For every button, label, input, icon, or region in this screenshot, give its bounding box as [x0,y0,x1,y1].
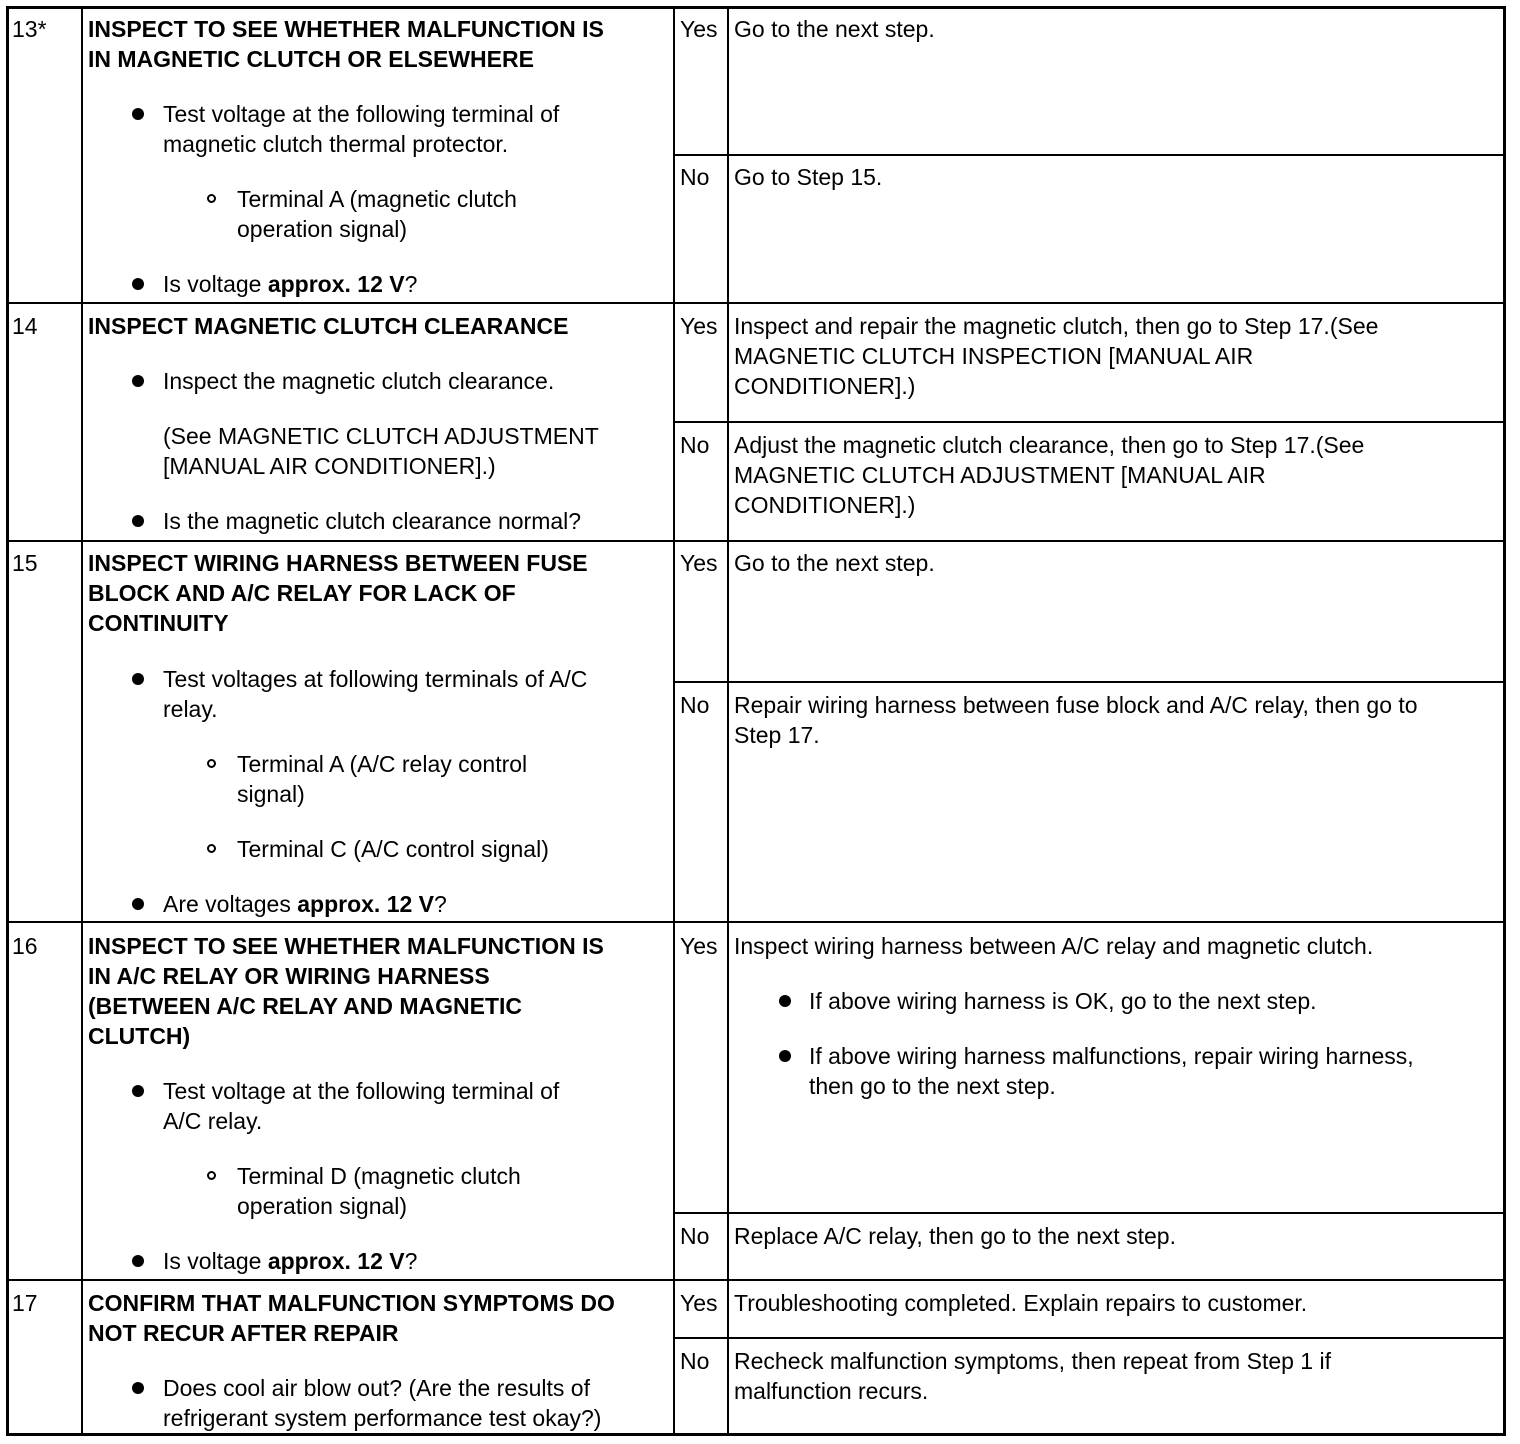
bullet-icon [132,898,144,910]
yes-result: Go to the next step. [734,16,935,42]
action-text: A/C relay. [163,1108,263,1134]
row-divider [6,921,1506,923]
yes-label: Yes [680,1290,718,1316]
yes-no-divider [673,681,1506,683]
no-label: No [680,164,710,190]
yes-result: CONDITIONER].) [734,373,916,399]
no-label: No [680,692,710,718]
no-result: MAGNETIC CLUTCH ADJUSTMENT [MANUAL AIR [734,462,1266,488]
step-title: INSPECT TO SEE WHETHER MALFUNCTION IS [88,16,604,42]
yes-label: Yes [680,16,718,42]
step-number: 17 [12,1290,38,1316]
bullet-icon [779,995,791,1007]
terminal-text: Terminal C (A/C control signal) [237,836,549,862]
step-title: NOT RECUR AFTER REPAIR [88,1320,399,1346]
step-title: INSPECT WIRING HARNESS BETWEEN FUSE [88,550,588,576]
step-number: 13* [12,16,47,42]
question-text: Is the magnetic clutch clearance normal? [163,508,582,534]
no-result: Replace A/C relay, then go to the next step. [734,1223,1176,1249]
question-text: Does cool air blow out? (Are the results of [163,1375,590,1401]
yes-no-divider [673,154,1506,156]
yes-result-bullet: If above wiring harness malfunctions, repair wiring harness, [809,1043,1414,1069]
no-result: Step 17. [734,722,820,748]
action-text: Test voltage at the following terminal of [163,101,560,127]
bullet-icon [132,108,144,120]
circle-bullet-icon [207,1171,216,1180]
yes-result-bullet: then go to the next step. [809,1073,1056,1099]
no-result: malfunction recurs. [734,1378,929,1404]
question-text: Is voltage approx. 12 V? [163,271,418,297]
row-divider [6,540,1506,542]
reference-text: [MANUAL AIR CONDITIONER].) [163,453,496,479]
yes-no-divider [673,421,1506,423]
step-number: 16 [12,933,38,959]
no-result: Adjust the magnetic clutch clearance, then go to Step 17.(See [734,432,1365,458]
no-label: No [680,1223,710,1249]
terminal-text: signal) [237,781,305,807]
action-text: relay. [163,696,218,722]
action-text: Inspect the magnetic clutch clearance. [163,368,555,394]
yes-result: Inspect wiring harness between A/C relay and magnetic clutch. [734,933,1374,959]
question-text: refrigerant system performance test okay?) [163,1405,602,1431]
bullet-icon [132,515,144,527]
circle-bullet-icon [207,194,216,203]
no-label: No [680,1348,710,1374]
bullet-icon [132,1255,144,1267]
no-label: No [680,432,710,458]
step-title: CONFIRM THAT MALFUNCTION SYMPTOMS DO [88,1290,615,1316]
action-text: Test voltages at following terminals of A/C [163,666,588,692]
column-divider-step [81,6,83,1436]
yes-result: Go to the next step. [734,550,935,576]
yes-label: Yes [680,550,718,576]
step-title: BLOCK AND A/C RELAY FOR LACK OF [88,580,516,606]
step-title: INSPECT MAGNETIC CLUTCH CLEARANCE [88,313,569,339]
bullet-icon [779,1050,791,1062]
row-divider [6,1279,1506,1281]
no-result: CONDITIONER].) [734,492,916,518]
bullet-icon [132,1382,144,1394]
column-divider-result [727,6,729,1436]
terminal-text: Terminal D (magnetic clutch [237,1163,521,1189]
step-title: INSPECT TO SEE WHETHER MALFUNCTION IS [88,933,604,959]
bullet-icon [132,278,144,290]
yes-label: Yes [680,313,718,339]
circle-bullet-icon [207,759,216,768]
column-divider-action [673,6,675,1436]
yes-no-divider [673,1337,1506,1339]
question-text: Is voltage approx. 12 V? [163,1248,418,1274]
step-number: 14 [12,313,38,339]
no-result: Go to Step 15. [734,164,883,190]
step-title: IN MAGNETIC CLUTCH OR ELSEWHERE [88,46,534,72]
yes-result-bullet: If above wiring harness is OK, go to the next step. [809,988,1317,1014]
bullet-icon [132,1085,144,1097]
step-title: IN A/C RELAY OR WIRING HARNESS [88,963,490,989]
yes-no-divider [673,1212,1506,1214]
terminal-text: Terminal A (magnetic clutch [237,186,517,212]
yes-label: Yes [680,933,718,959]
step-title: CONTINUITY [88,610,229,636]
step-title: (BETWEEN A/C RELAY AND MAGNETIC [88,993,523,1019]
yes-result: Troubleshooting completed. Explain repairs to customer. [734,1290,1308,1316]
yes-result: MAGNETIC CLUTCH INSPECTION [MANUAL AIR [734,343,1254,369]
terminal-text: operation signal) [237,1193,408,1219]
row-divider [6,302,1506,304]
bullet-icon [132,673,144,685]
terminal-text: operation signal) [237,216,408,242]
circle-bullet-icon [207,844,216,853]
reference-text: (See MAGNETIC CLUTCH ADJUSTMENT [163,423,599,449]
no-result: Repair wiring harness between fuse block and A/C relay, then go to [734,692,1418,718]
yes-result: Inspect and repair the magnetic clutch, then go to Step 17.(See [734,313,1379,339]
action-text: magnetic clutch thermal protector. [163,131,509,157]
question-text: Are voltages approx. 12 V? [163,891,447,917]
action-text: Test voltage at the following terminal of [163,1078,560,1104]
no-result: Recheck malfunction symptoms, then repeat from Step 1 if [734,1348,1331,1374]
step-number: 15 [12,550,38,576]
terminal-text: Terminal A (A/C relay control [237,751,528,777]
step-title: CLUTCH) [88,1023,191,1049]
bullet-icon [132,375,144,387]
